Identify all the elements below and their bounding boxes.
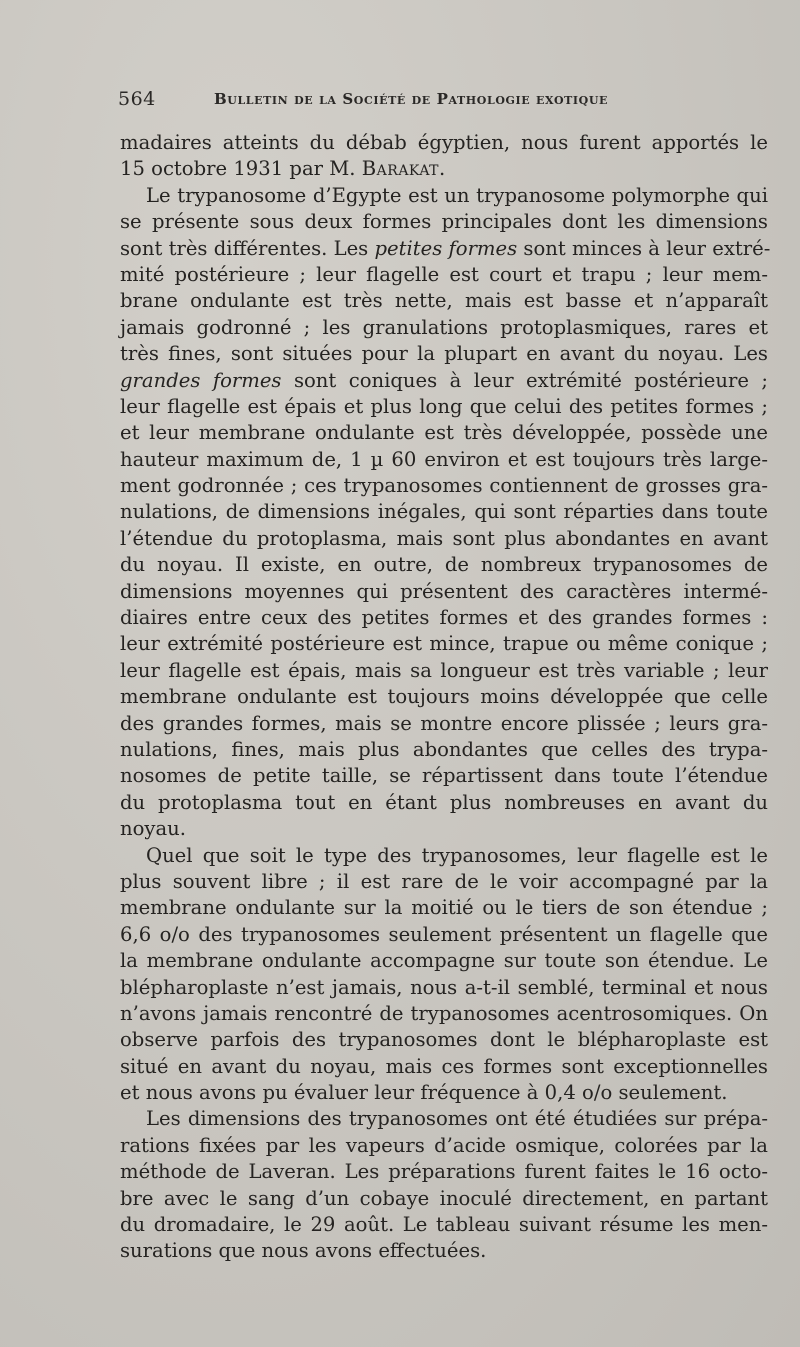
text-line: n’avons jamais rencontré de trypanosomes acentrosomiques. On [120,1001,768,1025]
text-fragment: sont minces à leur extré- [517,236,771,260]
paragraph [120,130,768,183]
text-line: surations que nous avons effectuées. [120,1239,487,1263]
text-line [120,156,768,182]
text-line: des grandes formes, mais se montre encore plissée ; leurs gra- [120,711,768,735]
text-fragment: . [439,157,446,181]
text-line: la membrane ondulante accompagne sur toute son étendue. Le [120,949,768,973]
text-line: méthode de Laveran. Les préparations furent faites le 16 octo- [120,1160,768,1184]
text-line: du dromadaire, le 29 août. Le tableau suivant résume les men- [120,1213,768,1237]
text-line: nulations, fines, mais plus abondantes que celles des trypa- [120,737,768,761]
paragraph [120,1106,768,1264]
text-fragment: sont coniques à leur extrémité postérieure ; [281,368,769,392]
text-line: du protoplasma tout en étant plus nombreuses en avant du [120,790,768,814]
text-line: nulations, de dimensions inégales, qui sont réparties dans toute [120,500,768,524]
text-line: madaires atteints du débab égyptien, nous furent apportés le [120,131,768,154]
text-line: nosomes de petite taille, se répartissent dans toute l’étendue [120,764,768,788]
text-line: ment godronnée ; ces trypanosomes contiennent de grosses gra- [120,474,768,498]
text-line: l’étendue du protoplasma, mais sont plus abondantes en avant [120,526,768,550]
paragraph [120,183,771,843]
text-line: situé en avant du noyau, mais ces formes sont exceptionnelles [120,1054,768,1078]
body-text [120,130,771,1265]
text-line: jamais godronné ; les granulations protoplasmiques, rares et [120,315,768,339]
text-line: Les dimensions des trypanosomes ont été étudiées sur prépa- [146,1107,768,1131]
text-line: membrane ondulante sur la moitié ou le tiers de son étendue ; [120,896,768,920]
text-line: rations fixées par les vapeurs d’acide osmique, colorées par la [120,1133,768,1157]
text-line: bre avec le sang d’un cobaye inoculé directement, en partant [120,1186,768,1210]
text-fragment: sont très différentes. Les [120,236,375,260]
text-line: observe parfois des trypanosomes dont le blépharoplaste est [120,1028,768,1052]
text-line: leur flagelle est épais et plus long que celui des petites formes ; [120,394,768,418]
page-header [118,84,768,114]
text-line: du noyau. Il existe, en outre, de nombreux trypanosomes de [120,553,768,577]
text-line: et leur membrane ondulante est très développée, possède une [120,421,768,445]
text-line: et nous avons pu évaluer leur fréquence à 0,4 o/o seulement. [120,1081,728,1105]
text-line: très fines, sont situées pour la plupart en avant du noyau. Les [120,342,768,366]
text-line: dimensions moyennes qui présentent des caractères intermé- [120,579,768,603]
text-fragment: 15 octobre 1931 par M. [120,157,362,181]
running-title: Bulletin de la Société de Pathologie exotique [214,90,609,108]
text-line: blépharoplaste n’est jamais, nous a-t-il semblé, terminal et nous [120,975,768,999]
author-name: Barakat [361,157,440,181]
italic-term: petites formes [374,236,518,260]
text-line: diaires entre ceux des petites formes et des grandes formes : [120,606,768,630]
text-line: brane ondulante est très nette, mais est basse et n’apparaît [120,289,768,313]
text-line: hauteur maximum de, 1 µ 60 environ et est toujours très large- [120,447,768,471]
page-number: 564 [118,88,156,110]
text-line [120,368,768,394]
text-line: leur flagelle est épais, mais sa longueur est très variable ; leur [120,658,768,682]
text-line [120,236,771,262]
text-line: se présente sous deux formes principales dont les dimensions [120,210,768,234]
text-line: mité postérieure ; leur flagelle est court et trapu ; leur mem- [120,262,768,286]
text-line: membrane ondulante est toujours moins développée que celle [120,685,768,709]
paragraph [120,843,768,1107]
text-line: Quel que soit le type des trypanosomes, leur flagelle est le [146,843,768,867]
text-line: plus souvent libre ; il est rare de le voir accompagné par la [120,869,768,893]
text-line: noyau. [120,817,187,841]
italic-term: grandes formes [120,368,282,392]
text-line: 6,6 o/o des trypanosomes seulement présentent un flagelle que [120,922,768,946]
text-line: Le trypanosome d’Egypte est un trypanosome polymorphe qui [146,183,768,207]
text-line: leur extrémité postérieure est mince, trapue ou même conique ; [120,632,768,656]
